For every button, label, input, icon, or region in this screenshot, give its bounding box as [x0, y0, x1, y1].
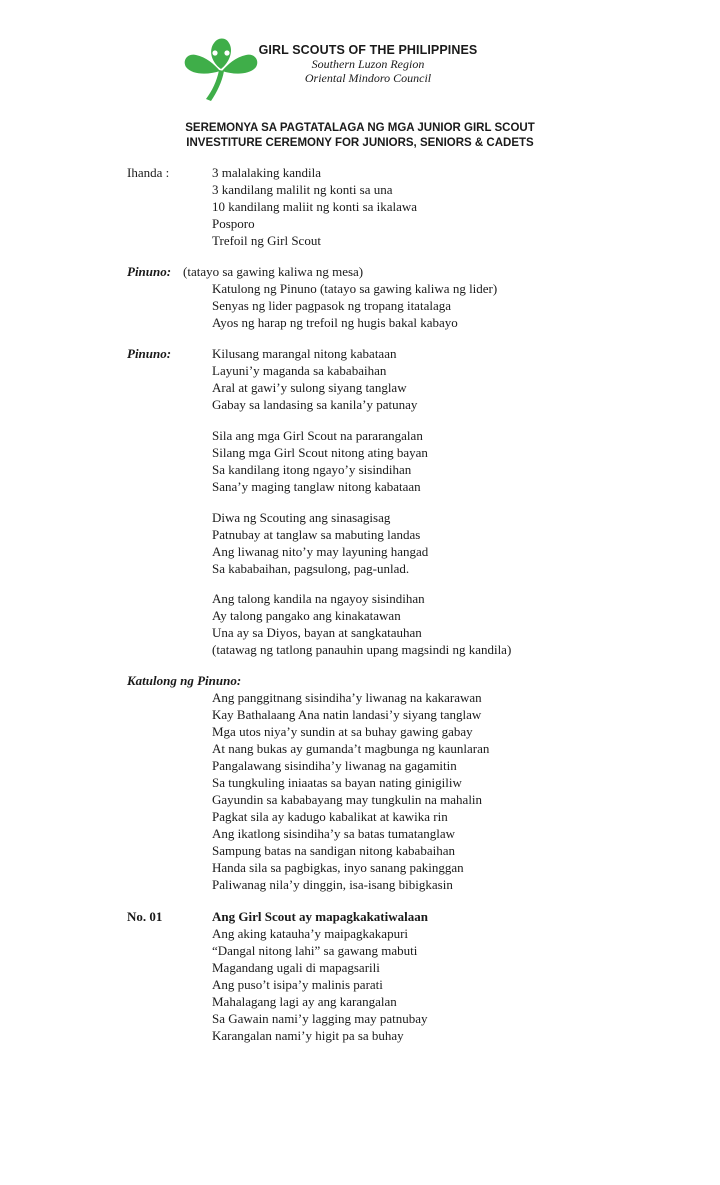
pinuno-line: Senyas ng lider pagpasok ng tropang itatalaga — [212, 298, 451, 313]
katulong-line: Gayundin sa kababayang may tungkulin na mahalin — [212, 792, 483, 807]
stanza-line: Kilusang marangal nitong kabataan — [212, 346, 397, 361]
katulong-line: Mga utos niya’y sundin at sa buhay gawing gabay — [212, 724, 473, 739]
katulong-line: Handa sila sa pagbigkas, inyo sanang pakinggan — [212, 860, 464, 875]
law-line: Mahalagang lagi ay ang karangalan — [212, 994, 397, 1009]
law-line: Ang puso’t isipa’y malinis parati — [212, 977, 383, 992]
stanza-line: Silang mga Girl Scout nitong ating bayan — [212, 445, 428, 460]
stanza-line: Ang liwanag nito’y may layuning hangad — [212, 544, 429, 559]
stanza-line: Ang talong kandila na ngayoy sisindihan — [212, 591, 425, 606]
law-line: “Dangal nitong lahi” sa gawang mabuti — [212, 943, 418, 958]
law-heading: Ang Girl Scout ay mapagkakatiwalaan — [212, 909, 428, 924]
org-name: GIRL SCOUTS OF THE PHILIPPINES — [258, 43, 478, 57]
pinuno-line: Ayos ng harap ng trefoil ng hugis bakal kabayo — [212, 315, 458, 330]
document-titles — [0, 121, 720, 151]
law-number-label: No. 01 — [127, 909, 163, 924]
stanza-line: Aral at gawi’y sulong siyang tanglaw — [212, 380, 407, 395]
stanza-line: (tatawag ng tatlong panauhin upang magsindi ng kandila) — [212, 642, 512, 657]
pinuno-note: (tatayo sa gawing kaliwa ng mesa) — [183, 264, 364, 279]
stanza-line: Sa kababaihan, pagsulong, pag-unlad. — [212, 561, 410, 576]
stanza-line: Sila ang mga Girl Scout na pararangalan — [212, 428, 423, 443]
law-line: Magandang ugali di mapagsarili — [212, 960, 380, 975]
katulong-line: Pagkat sila ay kadugo kabalikat at kawika rin — [212, 809, 448, 824]
law-line: Sa Gawain nami’y lagging may patnubay — [212, 1011, 428, 1026]
ihanda-item: Posporo — [212, 216, 255, 231]
trefoil-icon — [182, 33, 260, 103]
katulong-line: Kay Bathalaang Ana natin landasi’y siyang tanglaw — [212, 707, 482, 722]
org-header — [258, 43, 478, 85]
stanza-line: Patnubay at tanglaw sa mabuting landas — [212, 527, 421, 542]
katulong-line: Pangalawang sisindiha’y liwanag na gagamitin — [212, 758, 457, 773]
ihanda-item: 10 kandilang maliit ng konti sa ikalawa — [212, 199, 418, 214]
katulong-line: Ang panggitnang sisindiha’y liwanag na kakarawan — [212, 690, 482, 705]
law-line: Karangalan nami’y higit pa sa buhay — [212, 1028, 404, 1043]
ihanda-item: 3 malalaking kandila — [212, 165, 322, 180]
pinuno-line: Katulong ng Pinuno (tatayo sa gawing kaliwa ng lider) — [212, 281, 498, 296]
katulong-line: Sa tungkuling iniaatas sa bayan nating ginigiliw — [212, 775, 462, 790]
ihanda-item: Trefoil ng Girl Scout — [212, 233, 321, 248]
law-line: Ang aking katauha’y maipagkakapuri — [212, 926, 409, 941]
katulong-line: Sampung batas na sandigan nitong kababaihan — [212, 843, 455, 858]
council-name: Oriental Mindoro Council — [304, 71, 432, 85]
stanza-line: Layuni’y maganda sa kababaihan — [212, 363, 387, 378]
stanza-line: Una ay sa Diyos, bayan at sangkatauhan — [212, 625, 422, 640]
katulong-line: At nang bukas ay gumanda’t magbunga ng kaunlaran — [212, 741, 490, 756]
pinuno-label: Pinuno: — [127, 346, 172, 361]
title-tagalog: SEREMONYA SA PAGTATALAGA NG MGA JUNIOR GIRL SCOUT — [185, 122, 535, 134]
stanza-line: Sana’y maging tanglaw nitong kabataan — [212, 479, 421, 494]
stanza-line: Ay talong pangako ang kinakatawan — [212, 608, 401, 623]
pinuno-label: Pinuno: — [127, 264, 172, 279]
katulong-line: Ang ikatlong sisindiha’y sa batas tumatanglaw — [212, 826, 455, 841]
stanza-line: Diwa ng Scouting ang sinasagisag — [212, 510, 391, 525]
ihanda-label: Ihanda : — [127, 165, 170, 180]
ihanda-item: 3 kandilang malilit ng konti sa una — [212, 182, 393, 197]
title-english: INVESTITURE CEREMONY FOR JUNIORS, SENIORS & CADETS — [186, 137, 534, 149]
stanza-line: Gabay sa landasing sa kanila’y patunay — [212, 397, 418, 412]
katulong-label: Katulong ng Pinuno: — [127, 673, 242, 688]
katulong-line: Paliwanag nila’y dinggin, isa-isang bibigkasin — [212, 877, 453, 892]
region-name: Southern Luzon Region — [311, 57, 425, 71]
stanza-line: Sa kandilang itong ngayo’y sisindihan — [212, 462, 412, 477]
